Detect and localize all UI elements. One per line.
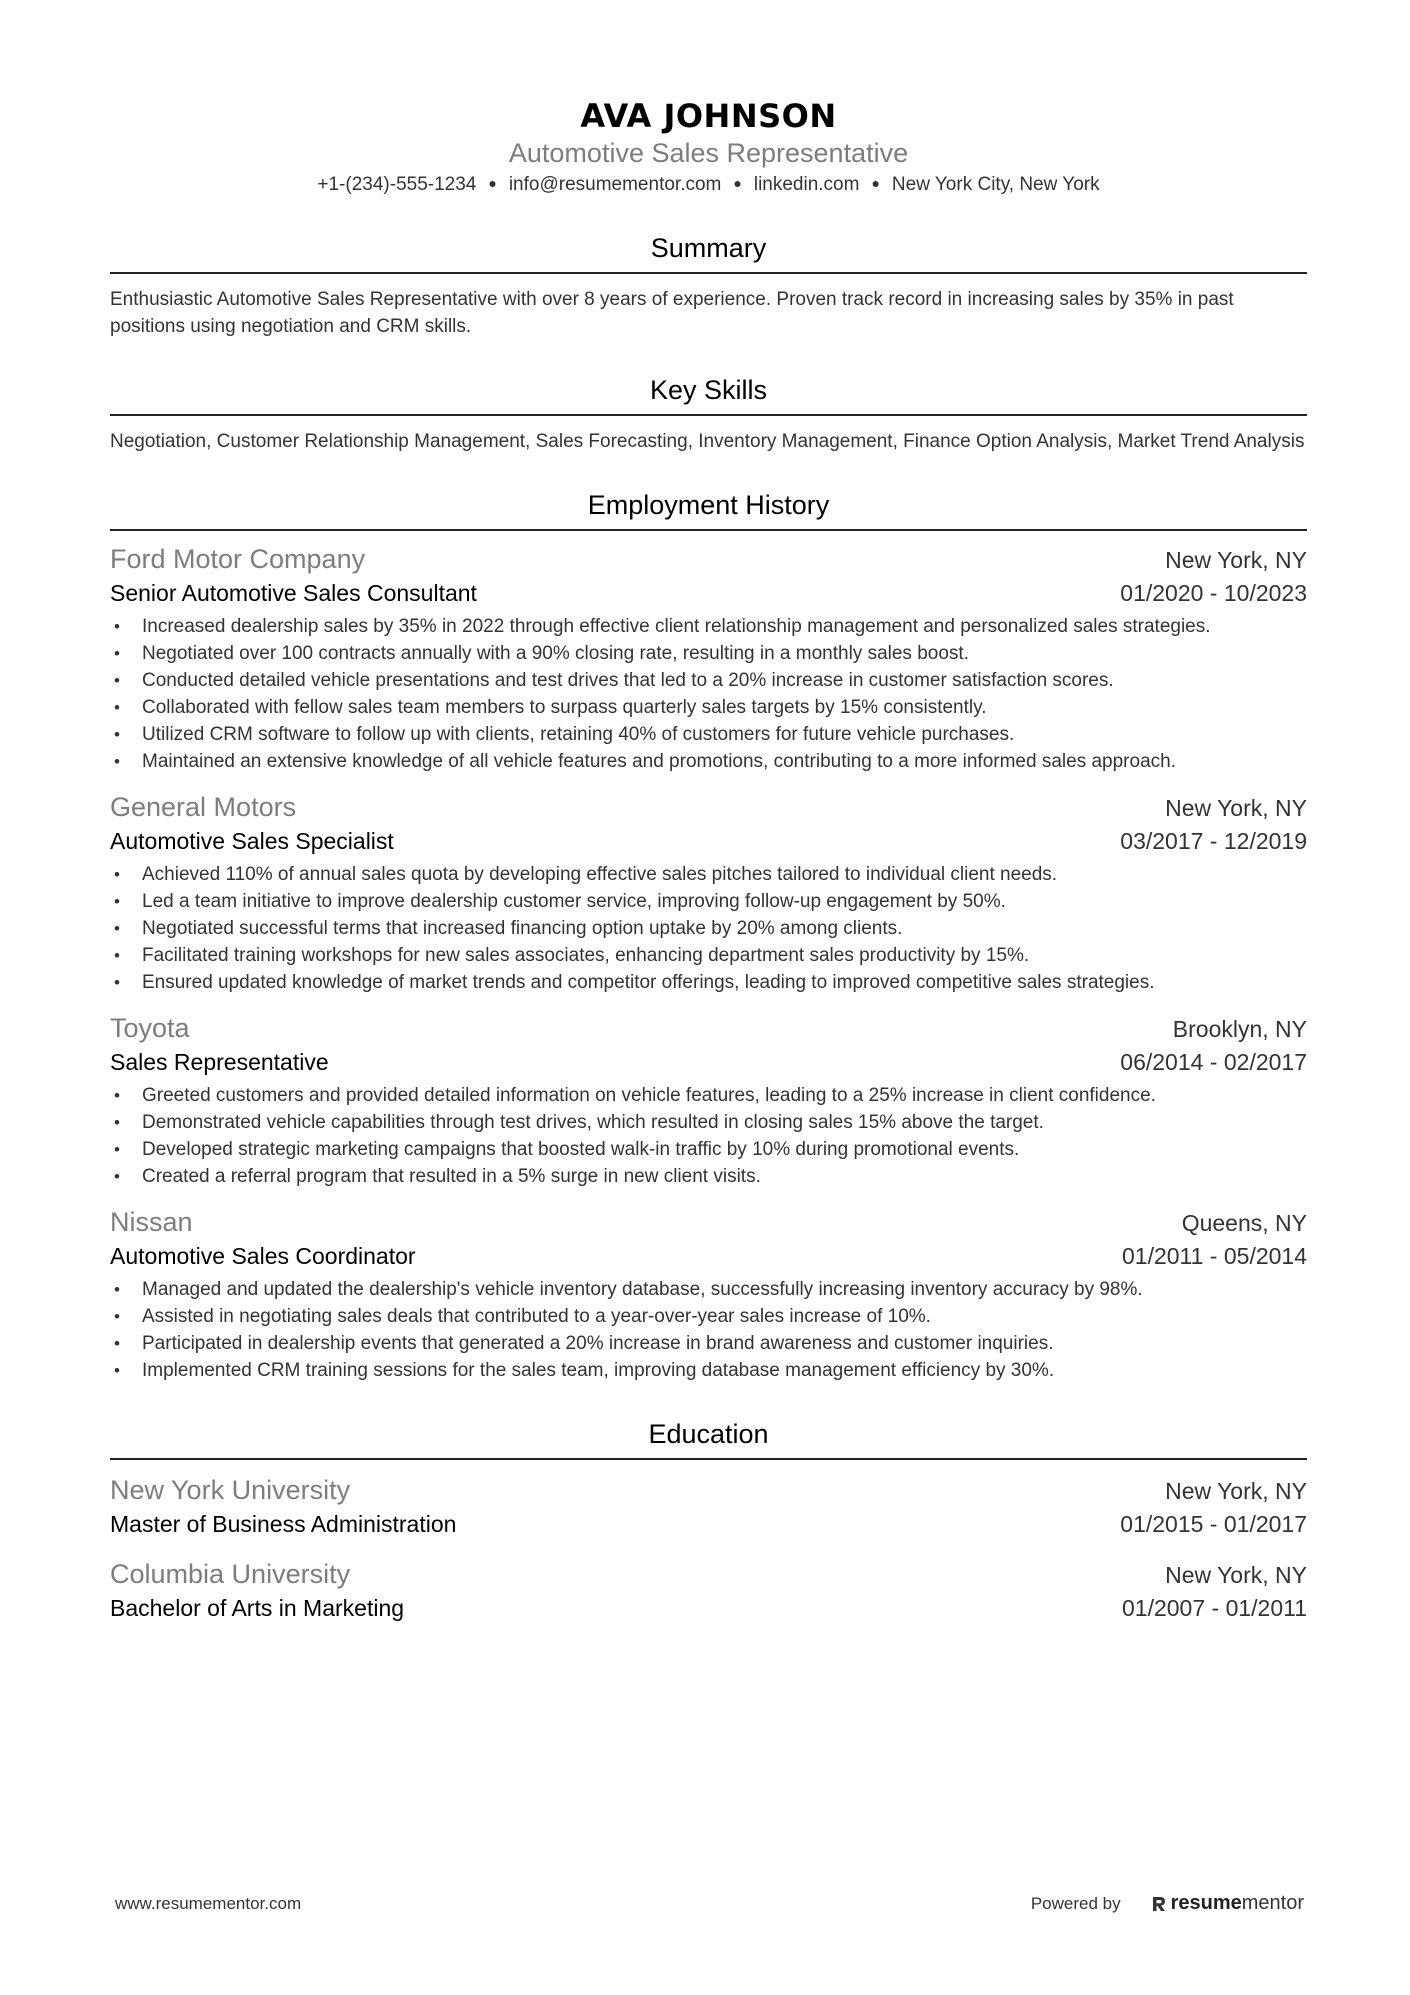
company-name: General Motors [110, 792, 297, 822]
job-entry [110, 1010, 1307, 1190]
bullet-separator: ● [733, 175, 742, 191]
job-bullets [110, 613, 1307, 775]
job-entry [110, 1204, 1307, 1384]
education-degree-row [110, 1592, 1307, 1624]
powered-by-label: Powered by [1030, 1893, 1121, 1913]
education-entry [110, 1556, 1307, 1624]
job-header-row [110, 789, 1307, 825]
job-bullet: • Ensured updated knowledge of market trends and competitor offerings, leading to improved competitive sales strategies. [110, 969, 1307, 996]
job-bullet: • Participated in dealership events that generated a 20% increase in brand awareness and customer inquiries. [110, 1330, 1307, 1357]
skills-section [110, 372, 1307, 455]
job-bullet: • Utilized CRM software to follow up with clients, retaining 40% of customers for future vehicle purchases. [110, 721, 1307, 748]
education-entry [110, 1472, 1307, 1540]
education-header-row [110, 1472, 1307, 1508]
job-bullet: • Increased dealership sales by 35% in 2022 through effective client relationship management and personalized sales strategies. [110, 613, 1307, 640]
resumementor-logo-icon [1151, 1895, 1167, 1913]
job-location: New York, NY [1165, 795, 1307, 821]
job-bullet: • Negotiated successful terms that increased financing option uptake by 20% among clients. [110, 915, 1307, 942]
section-heading: Education [110, 1416, 1307, 1460]
contact-line [110, 172, 1307, 198]
job-bullet: • Developed strategic marketing campaigns that boosted walk-in traffic by 10% during promotional events. [110, 1136, 1307, 1163]
brand-light: mentor [1241, 1892, 1304, 1914]
job-dates: 01/2020 - 10/2023 [1120, 580, 1307, 606]
job-role-row [110, 825, 1307, 857]
job-location: Queens, NY [1181, 1210, 1307, 1236]
job-bullet: • Achieved 110% of annual sales quota by developing effective sales pitches tailored to individual client needs. [110, 861, 1307, 888]
job-bullet: • Led a team initiative to improve dealership customer service, improving follow-up engagement by 50%. [110, 888, 1307, 915]
contact-phone: +1-(234)-555-1234 [317, 174, 477, 195]
brand-logo[interactable] [1151, 1892, 1304, 1915]
education-dates: 01/2015 - 01/2017 [1120, 1511, 1307, 1537]
brand-bold: resume [1170, 1892, 1242, 1914]
education-degree-row [110, 1508, 1307, 1540]
job-bullet: • Collaborated with fellow sales team members to surpass quarterly sales targets by 15% consistently. [110, 694, 1307, 721]
bullet-separator: ● [871, 175, 880, 191]
school-name: Columbia University [110, 1559, 351, 1589]
job-list [110, 541, 1307, 1384]
job-entry [110, 789, 1307, 996]
section-heading: Key Skills [110, 372, 1307, 416]
contact-location: New York City, New York [891, 174, 1100, 195]
job-role: Automotive Sales Coordinator [110, 1243, 416, 1269]
school-location: New York, NY [1165, 1478, 1307, 1504]
education-section [110, 1416, 1307, 1624]
resume-header [110, 96, 1307, 198]
summary-section [110, 230, 1307, 340]
candidate-title: Automotive Sales Representative [508, 138, 909, 168]
job-bullet: • Demonstrated vehicle capabilities through test drives, which resulted in closing sales 15% above the target. [110, 1109, 1307, 1136]
job-bullet: • Managed and updated the dealership's vehicle inventory database, successfully increasing inventory accuracy by 98%. [110, 1276, 1307, 1303]
job-header-row [110, 541, 1307, 577]
job-bullet: • Conducted detailed vehicle presentations and test drives that led to a 20% increase in customer satisfaction scores. [110, 667, 1307, 694]
job-role-row [110, 1240, 1307, 1272]
education-list [110, 1472, 1307, 1624]
job-dates: 01/2011 - 05/2014 [1121, 1243, 1307, 1269]
powered-by [1031, 1892, 1304, 1915]
job-bullets [110, 861, 1307, 996]
page-footer [115, 1892, 1304, 1915]
job-dates: 03/2017 - 12/2019 [1120, 828, 1307, 854]
job-entry [110, 541, 1307, 775]
job-bullet: • Created a referral program that resulted in a 5% surge in new client visits. [110, 1163, 1307, 1190]
education-header-row [110, 1556, 1307, 1592]
bullet-separator: ● [488, 175, 497, 191]
employment-section [110, 487, 1307, 1384]
job-header-row [110, 1010, 1307, 1046]
school-location: New York, NY [1165, 1562, 1307, 1588]
contact-email[interactable]: info@resumementor.com [508, 174, 722, 195]
school-name: New York University [110, 1475, 351, 1505]
education-dates: 01/2007 - 01/2011 [1121, 1595, 1307, 1621]
company-name: Nissan [110, 1207, 193, 1237]
job-role-row [110, 577, 1307, 609]
job-bullet: • Maintained an extensive knowledge of all vehicle features and promotions, contributing to a more informed sales approach. [110, 748, 1307, 775]
summary-text: Enthusiastic Automotive Sales Representative with over 8 years of experience. Proven track record in increasing sales by 35% in past positions using negotiation and CRM skills. [110, 289, 1234, 337]
section-heading: Summary [110, 230, 1307, 274]
job-bullets [110, 1276, 1307, 1384]
job-bullet: • Negotiated over 100 contracts annually with a 90% closing rate, resulting in a monthly sales boost. [110, 640, 1307, 667]
company-name: Toyota [110, 1013, 190, 1043]
job-dates: 06/2014 - 02/2017 [1120, 1049, 1307, 1075]
job-role: Sales Representative [110, 1049, 329, 1075]
skills-text: Negotiation, Customer Relationship Management, Sales Forecasting, Inventory Management, Finance Option Analysis, Market Trend Analysis [110, 431, 1305, 452]
candidate-name: AVA JOHNSON [580, 97, 837, 135]
contact-linkedin[interactable]: linkedin.com [753, 174, 860, 195]
footer-url[interactable]: www.resumementor.com [115, 1893, 302, 1913]
section-heading: Employment History [110, 487, 1307, 531]
job-header-row [110, 1204, 1307, 1240]
job-bullet: • Greeted customers and provided detailed information on vehicle features, leading to a 25% increase in client confidence. [110, 1082, 1307, 1109]
job-bullet: • Implemented CRM training sessions for the sales team, improving database management efficiency by 30%. [110, 1357, 1307, 1384]
job-role: Senior Automotive Sales Consultant [110, 580, 477, 606]
degree: Master of Business Administration [110, 1511, 457, 1537]
job-location: Brooklyn, NY [1172, 1016, 1307, 1042]
job-bullets [110, 1082, 1307, 1190]
job-bullet: • Facilitated training workshops for new sales associates, enhancing department sales productivity by 15%. [110, 942, 1307, 969]
job-location: New York, NY [1165, 547, 1307, 573]
degree: Bachelor of Arts in Marketing [110, 1595, 405, 1621]
company-name: Ford Motor Company [110, 544, 366, 574]
job-bullet: • Assisted in negotiating sales deals that contributed to a year-over-year sales increase of 10%. [110, 1303, 1307, 1330]
resume-page [110, 96, 1307, 1624]
job-role-row [110, 1046, 1307, 1078]
job-role: Automotive Sales Specialist [110, 828, 394, 854]
